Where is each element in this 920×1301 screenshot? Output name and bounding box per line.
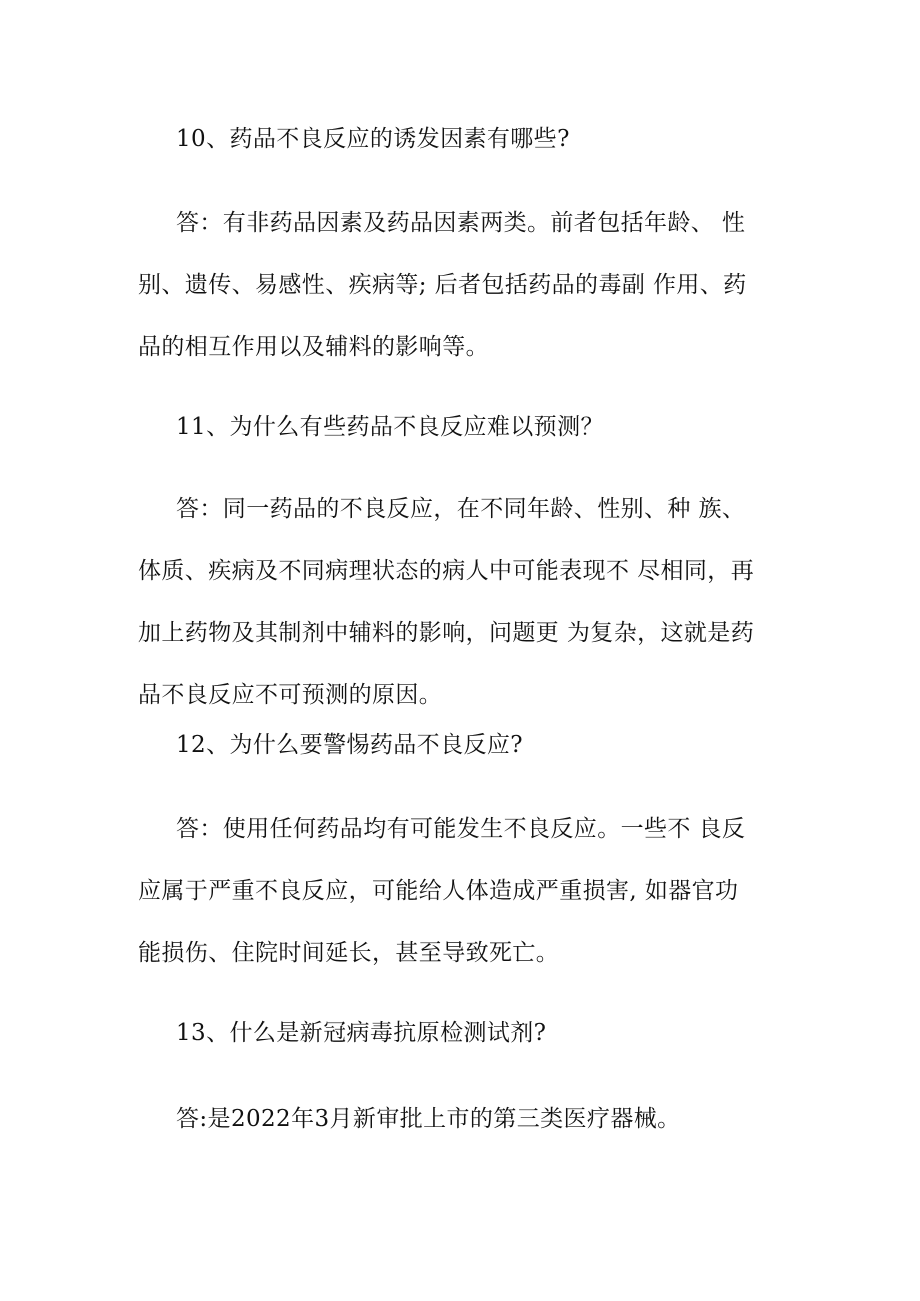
answer-11-line-2: 体质、疾病及不同病理状态的病人中可能表现不 尽相同，再 bbox=[138, 558, 755, 584]
answer-13-line-1: 答:是2022年3月新审批上市的第三类医疗器械。 bbox=[176, 1106, 681, 1132]
answer-13 bbox=[138, 1088, 798, 1150]
answer-12-line-2: 应属于严重不良反应，可能给人体造成严重损害, 如器官功 bbox=[138, 878, 739, 904]
answer-11-line-3: 加上药物及其制剂中辅料的影响，问题更 为复杂，这就是药 bbox=[138, 620, 755, 646]
question-13: 13、什么是新冠病毒抗原检测试剂? bbox=[176, 1020, 547, 1046]
answer-12-line-1: 答：使用任何药品均有可能发生不良反应。一些不 良反 bbox=[176, 816, 746, 842]
answer-11-line-1: 答：同一药品的不良反应，在不同年龄、性别、种 族、 bbox=[176, 496, 746, 522]
question-10: 10、药品不良反应的诱发因素有哪些? bbox=[176, 126, 570, 152]
answer-10-line-1: 答：有非药品因素及药品因素两类。前者包括年龄、 性 bbox=[176, 210, 746, 236]
answer-10-line-3: 品的相互作用以及辅料的影响等。 bbox=[138, 334, 489, 360]
answer-11-line-4: 品不良反应不可预测的原因。 bbox=[138, 682, 443, 708]
answer-12-line-3: 能损伤、住院时间延长，甚至导致死亡。 bbox=[138, 940, 560, 966]
answer-12 bbox=[138, 798, 798, 984]
question-12: 12、为什么要警惕药品不良反应? bbox=[176, 732, 523, 758]
answer-11 bbox=[138, 478, 798, 726]
answer-10 bbox=[138, 192, 798, 378]
question-11: 11、为什么有些药品不良反应难以预测？ bbox=[176, 414, 604, 440]
answer-10-line-2: 别、遗传、易感性、疾病等; 后者包括药品的毒副 作用、药 bbox=[138, 272, 747, 298]
